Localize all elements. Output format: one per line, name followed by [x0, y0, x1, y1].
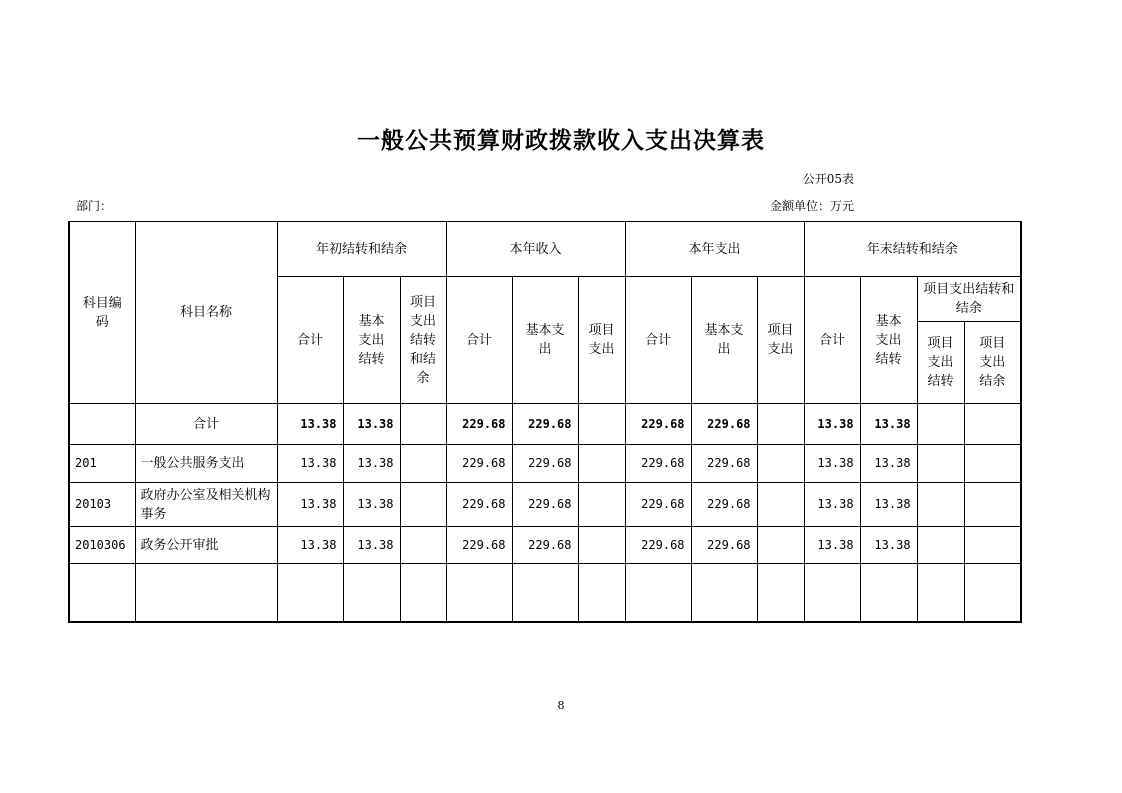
row-expense-project — [757, 445, 804, 483]
row-end-basic — [860, 564, 917, 622]
total-end-basic: 13.38 — [860, 404, 917, 445]
row-name — [135, 564, 277, 622]
row-end-basic: 13.38 — [860, 445, 917, 483]
row-expense-total — [625, 564, 691, 622]
header-income: 本年收入 — [446, 222, 625, 277]
row-end-project-carry — [917, 527, 964, 564]
row-begin-basic: 13.38 — [343, 483, 400, 527]
row-begin-total — [277, 564, 343, 622]
header-end-balance: 年末结转和结余 — [804, 222, 1021, 277]
row-end-project-balance — [964, 483, 1021, 527]
row-begin-total: 13.38 — [277, 445, 343, 483]
table-row — [69, 445, 1021, 483]
row-income-project — [578, 445, 625, 483]
row-expense-project — [757, 564, 804, 622]
row-income-project — [578, 483, 625, 527]
row-expense-basic — [691, 564, 757, 622]
header-begin-balance: 年初结转和结余 — [277, 222, 446, 277]
total-end-total: 13.38 — [804, 404, 860, 445]
header-begin-project: 项目支出结转和结余 — [400, 277, 446, 404]
total-code — [69, 404, 135, 445]
row-income-basic: 229.68 — [512, 445, 578, 483]
form-number: 公开05表 — [802, 172, 854, 186]
total-income-project — [578, 404, 625, 445]
header-name: 科目名称 — [135, 222, 277, 404]
row-name: 政府办公室及相关机构事务 — [135, 483, 277, 527]
row-end-total — [804, 564, 860, 622]
row-begin-total: 13.38 — [277, 527, 343, 564]
total-begin-basic: 13.38 — [343, 404, 400, 445]
header-income-basic: 基本支出 — [512, 277, 578, 404]
header-income-project: 项目支出 — [578, 277, 625, 404]
row-expense-basic: 229.68 — [691, 527, 757, 564]
row-end-total: 13.38 — [804, 445, 860, 483]
table-row — [69, 564, 1021, 622]
row-income-total: 229.68 — [446, 445, 512, 483]
table-row — [69, 527, 1021, 564]
row-begin-basic: 13.38 — [343, 527, 400, 564]
row-expense-project — [757, 527, 804, 564]
row-end-basic: 13.38 — [860, 483, 917, 527]
document-title: 一般公共预算财政拨款收入支出决算表 — [357, 127, 765, 154]
row-income-project — [578, 564, 625, 622]
row-income-total: 229.68 — [446, 527, 512, 564]
row-expense-project — [757, 483, 804, 527]
row-begin-project — [400, 445, 446, 483]
row-code: 201 — [69, 445, 135, 483]
row-name: 政务公开审批 — [135, 527, 277, 564]
row-income-project — [578, 527, 625, 564]
header-end-basic: 基本支出结转 — [860, 277, 917, 404]
row-end-project-balance — [964, 564, 1021, 622]
table-row — [69, 483, 1021, 527]
row-income-total — [446, 564, 512, 622]
row-begin-project — [400, 564, 446, 622]
row-end-project-carry — [917, 564, 964, 622]
header-end-total: 合计 — [804, 277, 860, 404]
row-end-basic: 13.38 — [860, 527, 917, 564]
total-income-total: 229.68 — [446, 404, 512, 445]
row-expense-basic: 229.68 — [691, 445, 757, 483]
total-income-basic: 229.68 — [512, 404, 578, 445]
total-begin-project — [400, 404, 446, 445]
row-begin-project — [400, 483, 446, 527]
header-income-total: 合计 — [446, 277, 512, 404]
total-expense-total: 229.68 — [625, 404, 691, 445]
header-end-project-carry: 项目支出结转 — [917, 322, 964, 404]
header-row-1 — [69, 222, 1021, 277]
header-expense: 本年支出 — [625, 222, 804, 277]
row-code: 20103 — [69, 483, 135, 527]
row-end-project-carry — [917, 445, 964, 483]
header-expense-total: 合计 — [625, 277, 691, 404]
header-code: 科目编码 — [69, 222, 135, 404]
total-expense-basic: 229.68 — [691, 404, 757, 445]
department-label: 部门： — [76, 199, 113, 213]
row-code — [69, 564, 135, 622]
page-number: 8 — [557, 699, 565, 712]
row-begin-basic — [343, 564, 400, 622]
row-expense-total: 229.68 — [625, 445, 691, 483]
row-end-total: 13.38 — [804, 483, 860, 527]
row-begin-basic: 13.38 — [343, 445, 400, 483]
total-label: 合计 — [135, 404, 277, 445]
row-expense-total: 229.68 — [625, 483, 691, 527]
total-end-project-balance — [964, 404, 1021, 445]
row-expense-total: 229.68 — [625, 527, 691, 564]
row-end-total: 13.38 — [804, 527, 860, 564]
total-end-project-carry — [917, 404, 964, 445]
total-row — [69, 404, 1021, 445]
amount-unit-label: 金额单位：万元 — [769, 199, 854, 213]
header-begin-total: 合计 — [277, 277, 343, 404]
row-begin-project — [400, 527, 446, 564]
row-income-total: 229.68 — [446, 483, 512, 527]
row-code: 2010306 — [69, 527, 135, 564]
budget-table — [68, 221, 1022, 623]
header-begin-basic: 基本支出结转 — [343, 277, 400, 404]
row-expense-basic: 229.68 — [691, 483, 757, 527]
row-income-basic — [512, 564, 578, 622]
row-begin-total: 13.38 — [277, 483, 343, 527]
row-name: 一般公共服务支出 — [135, 445, 277, 483]
header-end-project-balance: 项目支出结余 — [964, 322, 1021, 404]
total-expense-project — [757, 404, 804, 445]
row-end-project-carry — [917, 483, 964, 527]
row-end-project-balance — [964, 445, 1021, 483]
row-income-basic: 229.68 — [512, 527, 578, 564]
header-expense-basic: 基本支出 — [691, 277, 757, 404]
row-income-basic: 229.68 — [512, 483, 578, 527]
header-end-project: 项目支出结转和结余 — [917, 277, 1021, 322]
total-begin-total: 13.38 — [277, 404, 343, 445]
header-expense-project: 项目支出 — [757, 277, 804, 404]
row-end-project-balance — [964, 527, 1021, 564]
